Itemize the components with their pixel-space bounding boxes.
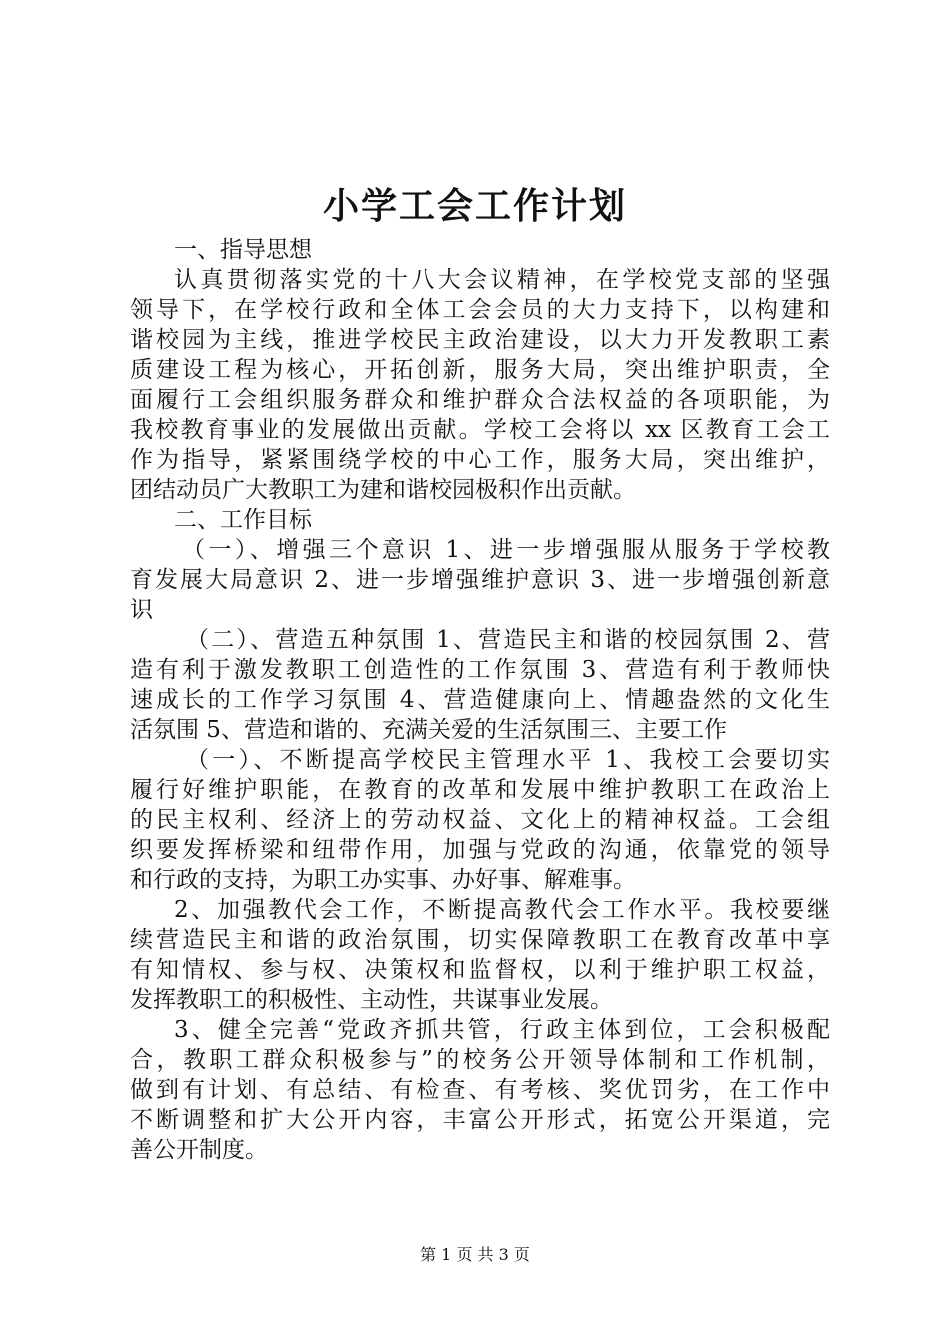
paragraph-line: 团结动员广大教职工为建和谐校园极积作出贡献。 bbox=[130, 477, 636, 503]
page-number-footer: 第 1 页 共 3 页 bbox=[420, 1245, 530, 1264]
paragraph-line: 的民主权利、经济上的劳动权益、文化上的精神权益。工会组 bbox=[130, 807, 830, 833]
paragraph-line: 有知情权、参与权、决策权和监督权，以利于维护职工权益， bbox=[130, 957, 830, 983]
paragraph-line: 谐校园为主线，推进学校民主政治建设，以大力开发教职工素 bbox=[130, 327, 830, 353]
paragraph-line: 育发展大局意识 2、进一步增强维护意识 3、进一步增强创新意 bbox=[130, 567, 830, 593]
paragraph-line: 不断调整和扩大公开内容，丰富公开形式，拓宽公开渠道，完 bbox=[130, 1107, 830, 1133]
paragraph-line: （一）、增强三个意识 1、进一步增强服从服务于学校教 bbox=[182, 537, 830, 563]
paragraph-line: 活氛围 5、营造和谐的、充满关爱的生活氛围三、主要工作 bbox=[130, 717, 727, 743]
paragraph-line: 认真贯彻落实党的十八大会议精神，在学校党支部的坚强 bbox=[174, 267, 830, 293]
section-heading-work-goals: 二、工作目标 bbox=[174, 507, 312, 533]
paragraph-line: 2、加强教代会工作，不断提高教代会工作水平。我校要继 bbox=[174, 897, 830, 923]
paragraph-line: 做到有计划、有总结、有检查、有考核、奖优罚劣，在工作中 bbox=[130, 1077, 830, 1103]
paragraph-line: 识 bbox=[130, 597, 153, 623]
paragraph-line: 续营造民主和谐的政治氛围，切实保障教职工在教育改革中享 bbox=[130, 927, 830, 953]
paragraph-line: 面履行工会组织服务群众和维护群众合法权益的各项职能，为 bbox=[130, 387, 830, 413]
paragraph-line: （二）、营造五种氛围 1、营造民主和谐的校园氛围 2、营 bbox=[186, 627, 830, 653]
paragraph-line: 织要发挥桥梁和纽带作用，加强与党政的沟通，依靠党的领导 bbox=[130, 837, 830, 863]
document-body bbox=[130, 235, 830, 1165]
paragraph-line: 合，教职工群众积极参与”的校务公开领导体制和工作机制， bbox=[130, 1047, 830, 1073]
paragraph-line: 我校教育事业的发展做出贡献。学校工会将以 xx 区教育工会工 bbox=[130, 417, 830, 443]
paragraph-line: （一）、不断提高学校民主管理水平 1、我校工会要切实 bbox=[186, 747, 830, 773]
paragraph-line: 质建设工程为核心，开拓创新，服务大局，突出维护职责，全 bbox=[130, 357, 830, 383]
paragraph-line: 善公开制度。 bbox=[130, 1137, 268, 1163]
paragraph-line: 和行政的支持，为职工办实事、办好事、解难事。 bbox=[130, 867, 636, 893]
paragraph-line: 履行好维护职能，在教育的改革和发展中维护教职工在政治上 bbox=[130, 777, 830, 803]
paragraph-line: 领导下，在学校行政和全体工会会员的大力支持下，以构建和 bbox=[130, 297, 830, 323]
section-heading-guiding-ideology: 一、指导思想 bbox=[174, 237, 312, 263]
paragraph-line: 发挥教职工的积极性、主动性，共谋事业发展。 bbox=[130, 987, 613, 1013]
paragraph-line: 速成长的工作学习氛围 4、营造健康向上、情趣盎然的文化生 bbox=[130, 687, 830, 713]
paragraph-line: 造有利于激发教职工创造性的工作氛围 3、营造有利于教师快 bbox=[130, 657, 830, 683]
document-title: 小学工会工作计划 bbox=[322, 185, 627, 227]
paragraph-line: 3、健全完善“党政齐抓共管，行政主体到位，工会积极配 bbox=[174, 1017, 830, 1043]
paragraph-line: 作为指导，紧紧围绕学校的中心工作，服务大局，突出维护， bbox=[130, 447, 830, 473]
